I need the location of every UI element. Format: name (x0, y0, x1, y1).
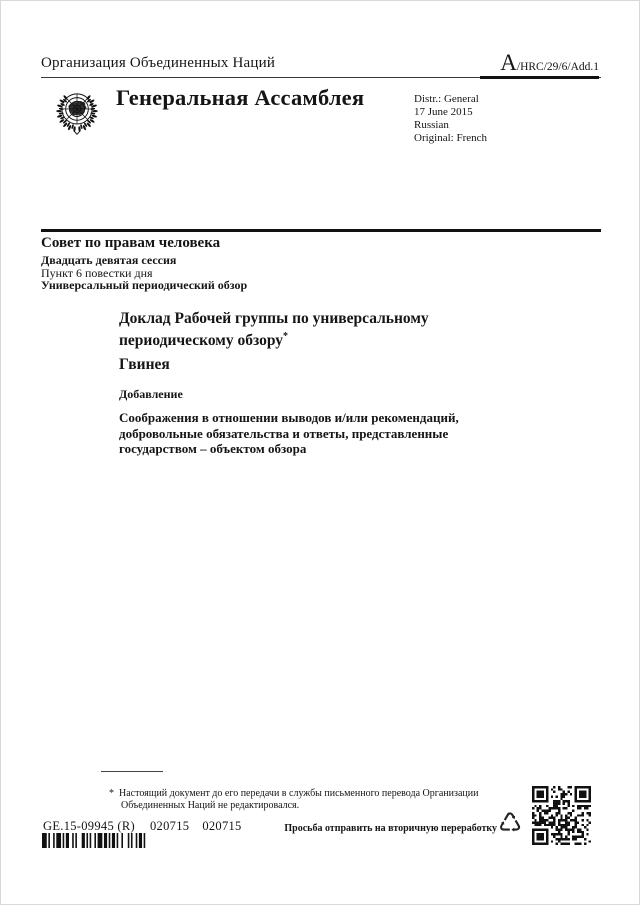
upr-topic: Универсальный периодический обзор (41, 278, 248, 292)
section-rule (41, 229, 601, 232)
footnote (101, 788, 519, 812)
session-number: Двадцать девятая сессия (41, 253, 177, 267)
distr-line: Distr.: General (414, 93, 479, 105)
agenda-item: Пункт 6 повестки дня (41, 265, 153, 280)
doc-symbol-rule-thick (480, 76, 599, 79)
assembly-title: Генеральная Ассамблея (116, 85, 365, 110)
country-name: Гвинея (119, 356, 170, 373)
title-footnote-marker: * (283, 330, 289, 342)
council-name: Совет по правам человека (41, 235, 221, 251)
report-title (119, 310, 451, 349)
report-subtitle: Соображения в отношении выводов и/или рекомендаций, добровольные обязательства и ответы, представленные государством – объектом обзора (119, 410, 459, 456)
print-date-1: 020715 (150, 819, 190, 833)
recycle-note: Просьба отправить на вторичную переработку (284, 823, 497, 834)
footnote-text: Настоящий документ до его передачи в службы письменного перевода Организации Объединенных Наций не редактировался. (119, 788, 479, 811)
doc-symbol-prefix: A (500, 50, 517, 75)
report-title-text: Доклад Рабочей группы по универсальному периодическому обзору (119, 310, 429, 349)
print-date-2: 020715 (202, 819, 242, 833)
doc-symbol-suffix: /HRC/29/6/Add.1 (516, 61, 599, 73)
distr-original: Original: French (414, 131, 488, 144)
distr-language: Russian (414, 118, 449, 131)
un-emblem-icon (48, 83, 106, 143)
doc-symbol (500, 51, 599, 75)
org-name: Организация Объединенных Наций (41, 55, 276, 71)
ge-number: GE.15-09945 (R) (43, 819, 135, 833)
distribution-block (414, 93, 487, 145)
barcode-icon (42, 833, 150, 848)
qr-code-icon (532, 786, 591, 845)
recycle-icon: ♺ (498, 808, 523, 839)
distr-date: 17 June 2015 (414, 105, 473, 118)
footnote-marker: * (109, 788, 114, 799)
addendum-label: Добавление (119, 387, 183, 401)
footnote-rule (101, 771, 163, 772)
document-number-line (43, 819, 242, 834)
